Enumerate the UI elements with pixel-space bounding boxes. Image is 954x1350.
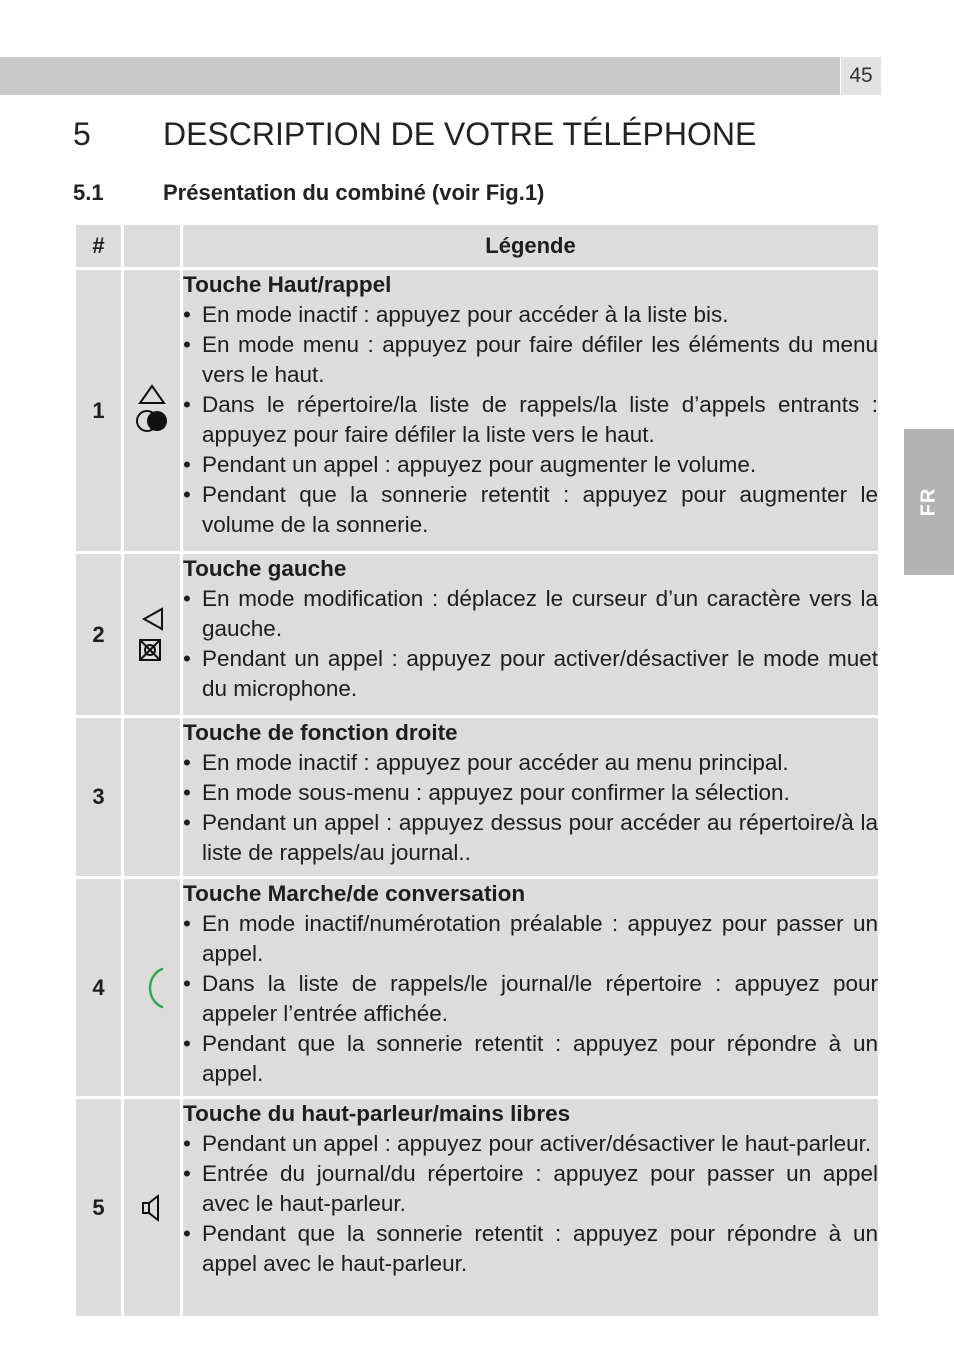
table-row bbox=[76, 554, 878, 715]
up-recall-icon bbox=[134, 382, 170, 440]
language-tab bbox=[904, 429, 954, 575]
row-number: 4 bbox=[76, 879, 121, 1096]
bullet-list bbox=[183, 748, 878, 868]
table-row bbox=[76, 270, 878, 551]
subsection-number: 5.1 bbox=[73, 180, 104, 205]
legend-cell bbox=[183, 270, 878, 551]
table-header-row bbox=[76, 225, 878, 267]
list-item: • Pendant que la sonnerie retentit : appuyez pour augmenter le volume de la sonnerie. bbox=[183, 480, 878, 540]
row-number: 3 bbox=[76, 718, 121, 876]
icon-cell bbox=[124, 270, 180, 551]
legend-cell bbox=[183, 1099, 878, 1316]
section-number: 5 bbox=[73, 116, 91, 152]
table-row bbox=[76, 1099, 878, 1316]
list-item: • Pendant que la sonnerie retentit : appuyez pour répondre à un appel avec le haut-parleur. bbox=[183, 1219, 878, 1279]
legend-table bbox=[73, 222, 881, 1319]
table-row bbox=[76, 718, 878, 876]
icon-cell bbox=[124, 554, 180, 715]
list-item: • En mode inactif : appuyez pour accéder à la liste bis. bbox=[183, 300, 878, 330]
row-number: 2 bbox=[76, 554, 121, 715]
language-tab-label: FR bbox=[917, 487, 940, 517]
key-title: Touche Haut/rappel bbox=[183, 272, 392, 297]
list-item: • En mode sous-menu : appuyez pour confirmer la sélection. bbox=[183, 778, 878, 808]
talk-icon bbox=[134, 964, 170, 1012]
legend-cell bbox=[183, 718, 878, 876]
key-title: Touche de fonction droite bbox=[183, 720, 458, 745]
header-num: # bbox=[76, 225, 121, 267]
table-row bbox=[76, 879, 878, 1096]
bullet-list bbox=[183, 1129, 878, 1279]
list-item: • Pendant un appel : appuyez pour activer/désactiver le haut-parleur. bbox=[183, 1129, 878, 1159]
bullet-list bbox=[183, 584, 878, 704]
page-number: 45 bbox=[841, 57, 881, 95]
list-item: • Pendant un appel : appuyez pour augmenter le volume. bbox=[183, 450, 878, 480]
section-title: DESCRIPTION DE VOTRE TÉLÉPHONE bbox=[163, 116, 757, 152]
list-item: • En mode inactif/numérotation préalable : appuyez pour passer un appel. bbox=[183, 909, 878, 969]
list-item: • Pendant un appel : appuyez pour activer/désactiver le mode muet du microphone. bbox=[183, 644, 878, 704]
list-item: • Dans la liste de rappels/le journal/le répertoire : appuyez pour appeler l’entrée affichée. bbox=[183, 969, 878, 1029]
list-item: • En mode menu : appuyez pour faire défiler les éléments du menu vers le haut. bbox=[183, 330, 878, 390]
header-band bbox=[0, 57, 840, 95]
header-icon bbox=[124, 225, 180, 267]
list-item: • Dans le répertoire/la liste de rappels/la liste d’appels entrants : appuyez pour faire défiler la liste vers le haut. bbox=[183, 390, 878, 450]
list-item: • En mode modification : déplacez le curseur d’un caractère vers la gauche. bbox=[183, 584, 878, 644]
bullet-list bbox=[183, 909, 878, 1089]
speaker-icon bbox=[134, 1190, 170, 1226]
row-number: 5 bbox=[76, 1099, 121, 1316]
header-legend: Légende bbox=[183, 225, 878, 267]
legend-cell bbox=[183, 879, 878, 1096]
left-mute-icon bbox=[134, 605, 170, 665]
icon-cell bbox=[124, 1099, 180, 1316]
row-number: 1 bbox=[76, 270, 121, 551]
list-item: • Pendant un appel : appuyez dessus pour accéder au répertoire/à la liste de rappels/au journal.. bbox=[183, 808, 878, 868]
subsection-title: Présentation du combiné (voir Fig.1) bbox=[163, 180, 545, 205]
key-title: Touche gauche bbox=[183, 556, 347, 581]
icon-cell bbox=[124, 879, 180, 1096]
legend-cell bbox=[183, 554, 878, 715]
icon-cell bbox=[124, 718, 180, 876]
key-title: Touche Marche/de conversation bbox=[183, 881, 526, 906]
list-item: • Pendant que la sonnerie retentit : appuyez pour répondre à un appel. bbox=[183, 1029, 878, 1089]
list-item: • En mode inactif : appuyez pour accéder au menu principal. bbox=[183, 748, 878, 778]
key-title: Touche du haut-parleur/mains libres bbox=[183, 1101, 571, 1126]
bullet-list bbox=[183, 300, 878, 540]
list-item: • Entrée du journal/du répertoire : appuyez pour passer un appel avec le haut-parleur. bbox=[183, 1159, 878, 1219]
